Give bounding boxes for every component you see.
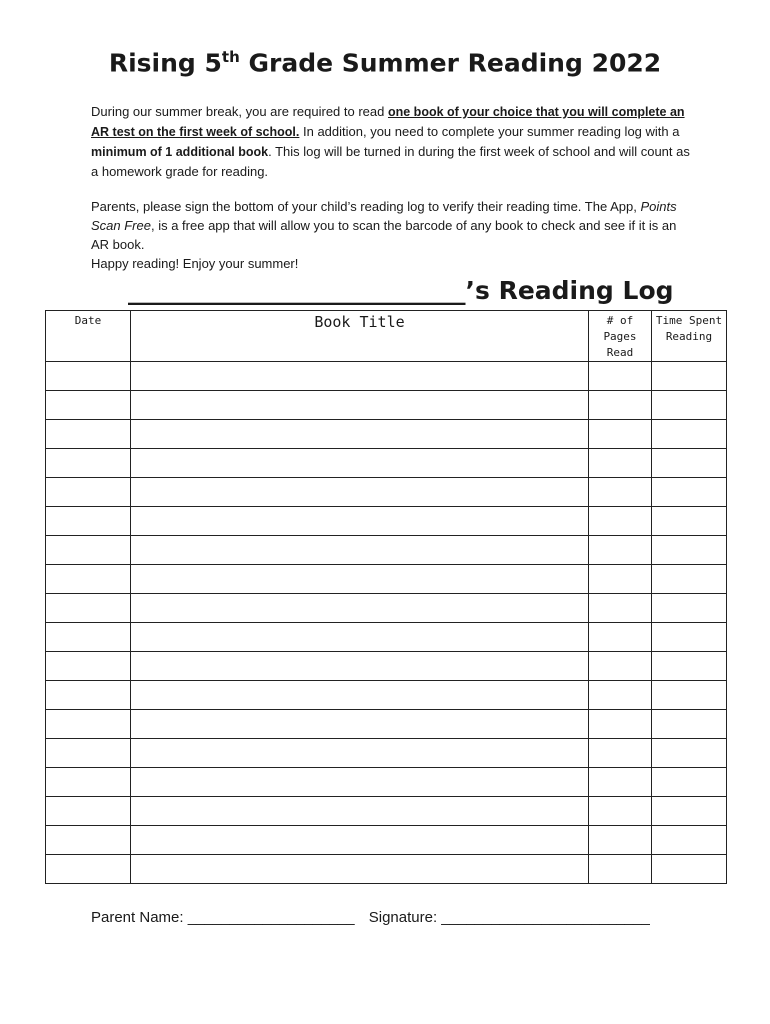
date-cell[interactable] [46,391,131,420]
header-pages-read: # of Pages Read [589,311,652,362]
book-title-cell[interactable] [131,710,589,739]
time-spent-cell[interactable] [652,681,727,710]
time-spent-cell[interactable] [652,565,727,594]
pages-read-cell[interactable] [589,768,652,797]
table-row [46,449,727,478]
pages-read-cell[interactable] [589,362,652,391]
table-row [46,623,727,652]
table-row [46,536,727,565]
time-spent-cell[interactable] [652,420,727,449]
app-name: Points Scan Free [91,199,677,233]
intro-text: Parents, please sign the bottom of your child’s reading log to verify their reading time. The App, [91,199,641,214]
pages-read-cell[interactable] [589,507,652,536]
table-row [46,652,727,681]
date-cell[interactable] [46,420,131,449]
book-title-cell[interactable] [131,768,589,797]
book-title-cell[interactable] [131,739,589,768]
book-title-cell[interactable] [131,420,589,449]
intro-text: In addition, you need to complete your summer reading log with a [299,124,680,139]
time-spent-cell[interactable] [652,739,727,768]
table-row [46,797,727,826]
pages-read-cell[interactable] [589,478,652,507]
date-cell[interactable] [46,507,131,536]
intro-text: , is a free app that will allow you to scan the barcode of any book to check and see if it is an AR book. [91,218,677,252]
time-spent-cell[interactable] [652,594,727,623]
table-row [46,594,727,623]
date-cell[interactable] [46,855,131,884]
intro-text: . This log will be turned in during the first week of school and will count as a homework grade for reading. [91,144,690,179]
signature-line [91,909,660,926]
pages-read-cell[interactable] [589,739,652,768]
time-spent-cell[interactable] [652,391,727,420]
date-cell[interactable] [46,536,131,565]
time-spent-cell[interactable] [652,623,727,652]
book-title-cell[interactable] [131,362,589,391]
date-cell[interactable] [46,768,131,797]
date-cell[interactable] [46,565,131,594]
date-cell[interactable] [46,362,131,391]
header-time-spent: Time Spent Reading [652,311,727,362]
header-date: Date [46,311,131,362]
pages-read-cell[interactable] [589,855,652,884]
book-title-cell[interactable] [131,681,589,710]
pages-read-cell[interactable] [589,710,652,739]
time-spent-cell[interactable] [652,449,727,478]
pages-read-cell[interactable] [589,565,652,594]
reading-log-table [45,310,727,884]
date-cell[interactable] [46,623,131,652]
book-title-cell[interactable] [131,391,589,420]
pages-read-cell[interactable] [589,826,652,855]
date-cell[interactable] [46,652,131,681]
table-row [46,507,727,536]
time-spent-cell[interactable] [652,536,727,565]
date-cell[interactable] [46,594,131,623]
signature-field[interactable]: Signature: _________________________ [368,909,650,926]
pages-read-cell[interactable] [589,449,652,478]
time-spent-cell[interactable] [652,652,727,681]
table-row [46,478,727,507]
pages-read-cell[interactable] [589,652,652,681]
time-spent-cell[interactable] [652,710,727,739]
book-title-cell[interactable] [131,623,589,652]
table-row [46,391,727,420]
time-spent-cell[interactable] [652,362,727,391]
table-row [46,681,727,710]
table-row [46,826,727,855]
book-title-cell[interactable] [131,565,589,594]
intro-paragraph-3: Happy reading! Enjoy your summer! [91,256,299,271]
table-body [46,362,727,884]
page-title [0,48,770,77]
table-row [46,362,727,391]
time-spent-cell[interactable] [652,478,727,507]
time-spent-cell[interactable] [652,768,727,797]
time-spent-cell[interactable] [652,855,727,884]
date-cell[interactable] [46,826,131,855]
reading-log-heading: ___________________________’s Reading Log [128,276,674,305]
table-row [46,739,727,768]
pages-read-cell[interactable] [589,623,652,652]
pages-read-cell[interactable] [589,797,652,826]
table-row [46,565,727,594]
pages-read-cell[interactable] [589,420,652,449]
table-header-row [46,311,727,362]
title-superscript: th [221,48,240,66]
date-cell[interactable] [46,681,131,710]
intro-text: During our summer break, you are required to read [91,104,388,119]
intro-paragraph-2 [91,197,691,254]
book-title-cell[interactable] [131,478,589,507]
parent-name-field[interactable]: Parent Name: ____________________ [91,909,355,926]
table-row [46,420,727,449]
time-spent-cell[interactable] [652,507,727,536]
header-book-title: Book Title [131,311,589,362]
title-text: Rising 5 [108,48,222,78]
book-title-cell[interactable] [131,507,589,536]
table-row [46,768,727,797]
pages-read-cell[interactable] [589,681,652,710]
book-title-cell[interactable] [131,855,589,884]
table-row [46,710,727,739]
pages-read-cell[interactable] [589,536,652,565]
time-spent-cell[interactable] [652,797,727,826]
pages-read-cell[interactable] [589,391,652,420]
title-text-rest: Grade Summer Reading 2022 [239,48,662,78]
book-title-cell[interactable] [131,797,589,826]
date-cell[interactable] [46,449,131,478]
book-title-cell[interactable] [131,652,589,681]
table-row [46,855,727,884]
date-cell[interactable] [46,797,131,826]
intro-bold: minimum of 1 additional book [91,145,269,159]
time-spent-cell[interactable] [652,826,727,855]
book-title-cell[interactable] [131,536,589,565]
book-title-cell[interactable] [131,449,589,478]
date-cell[interactable] [46,739,131,768]
intro-paragraph-1 [91,102,691,181]
date-cell[interactable] [46,710,131,739]
date-cell[interactable] [46,478,131,507]
pages-read-cell[interactable] [589,594,652,623]
book-title-cell[interactable] [131,594,589,623]
intro-emphasis: one book of your choice that you will complete an AR test on the first week of school. [91,105,685,139]
book-title-cell[interactable] [131,826,589,855]
